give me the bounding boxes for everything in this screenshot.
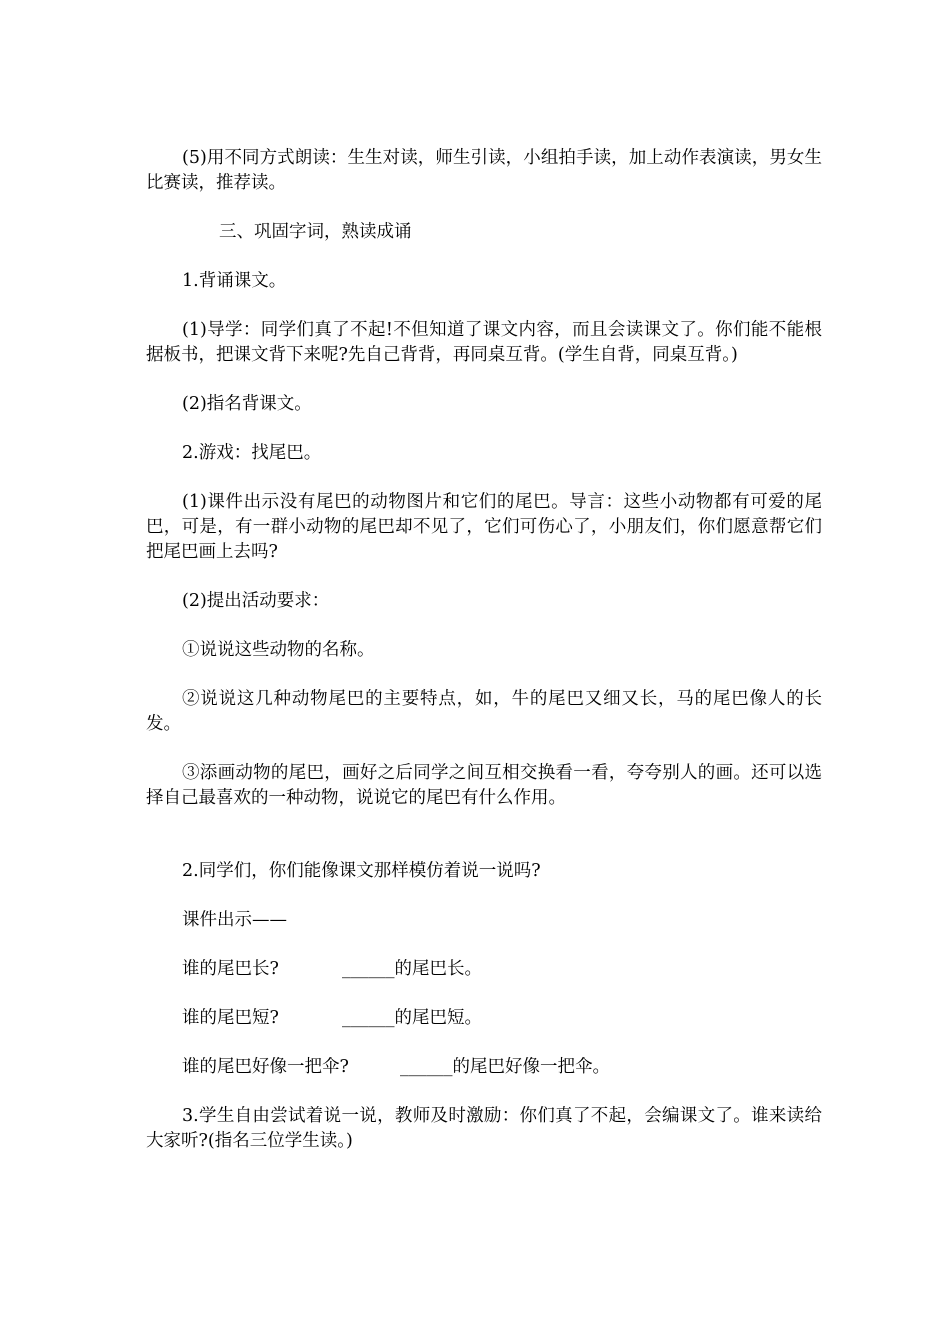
fill-question: 谁的尾巴短? bbox=[182, 1008, 279, 1028]
paragraph-requirement-3: ③添画动物的尾巴，画好之后同学之间互相交换看一看，夸夸别人的画。还可以选择自己最喜欢的一种动物，说说它的尾巴有什么作用。 bbox=[146, 763, 822, 808]
paragraph-courseware: (1)课件出示没有尾巴的动物图片和它们的尾巴。导言：这些小动物都有可爱的尾巴，可是，有一群小动物的尾巴却不见了，它们可伤心了，小朋友们，你们愿意帮它们把尾巴画上去吗? bbox=[146, 492, 822, 562]
fill-row bbox=[146, 957, 822, 982]
fill-question: 谁的尾巴好像一把伞? bbox=[182, 1057, 349, 1077]
paragraph-game-title: 2.游戏：找尾巴。 bbox=[182, 443, 322, 463]
paragraph-reading-methods: (5)用不同方式朗读：生生对读，师生引读，小组拍手读，加上动作表演读，男女生比赛读，推荐读。 bbox=[146, 148, 822, 193]
paragraph-recite-title: 1.背诵课文。 bbox=[182, 271, 287, 291]
paragraph-requirement-1: ①说说这些动物的名称。 bbox=[182, 640, 375, 660]
fill-answer: ______的尾巴好像一把伞。 bbox=[400, 1057, 610, 1077]
paragraph-courseware-show: 课件出示—— bbox=[182, 910, 287, 930]
fill-row bbox=[146, 1055, 822, 1080]
paragraph-activity-requirements: (2)提出活动要求： bbox=[182, 591, 330, 611]
document-page bbox=[146, 146, 822, 1178]
section-heading: 三、巩固字词，熟读成诵 bbox=[219, 222, 412, 242]
paragraph-imitate: 2.同学们，你们能像课文那样模仿着说一说吗? bbox=[182, 861, 541, 881]
paragraph-closing: 3.学生自由尝试着说一说，教师及时激励：你们真了不起，会编课文了。谁来读给大家听?(指名三位学生读。) bbox=[146, 1106, 822, 1151]
fill-question: 谁的尾巴长? bbox=[182, 959, 279, 979]
paragraph-guided-study: (1)导学：同学们真了不起!不但知道了课文内容，而且会读课文了。你们能不能根据板书，把课文背下来呢?先自己背背，再同桌互背。(学生自背，同桌互背。) bbox=[146, 320, 822, 365]
paragraph-named-recitation: (2)指名背课文。 bbox=[182, 394, 312, 414]
fill-answer: ______的尾巴长。 bbox=[342, 959, 482, 979]
paragraph-requirement-2: ②说说这几种动物尾巴的主要特点，如，牛的尾巴又细又长，马的尾巴像人的长发。 bbox=[146, 689, 822, 734]
fill-row bbox=[146, 1006, 822, 1031]
fill-answer: ______的尾巴短。 bbox=[342, 1008, 482, 1028]
